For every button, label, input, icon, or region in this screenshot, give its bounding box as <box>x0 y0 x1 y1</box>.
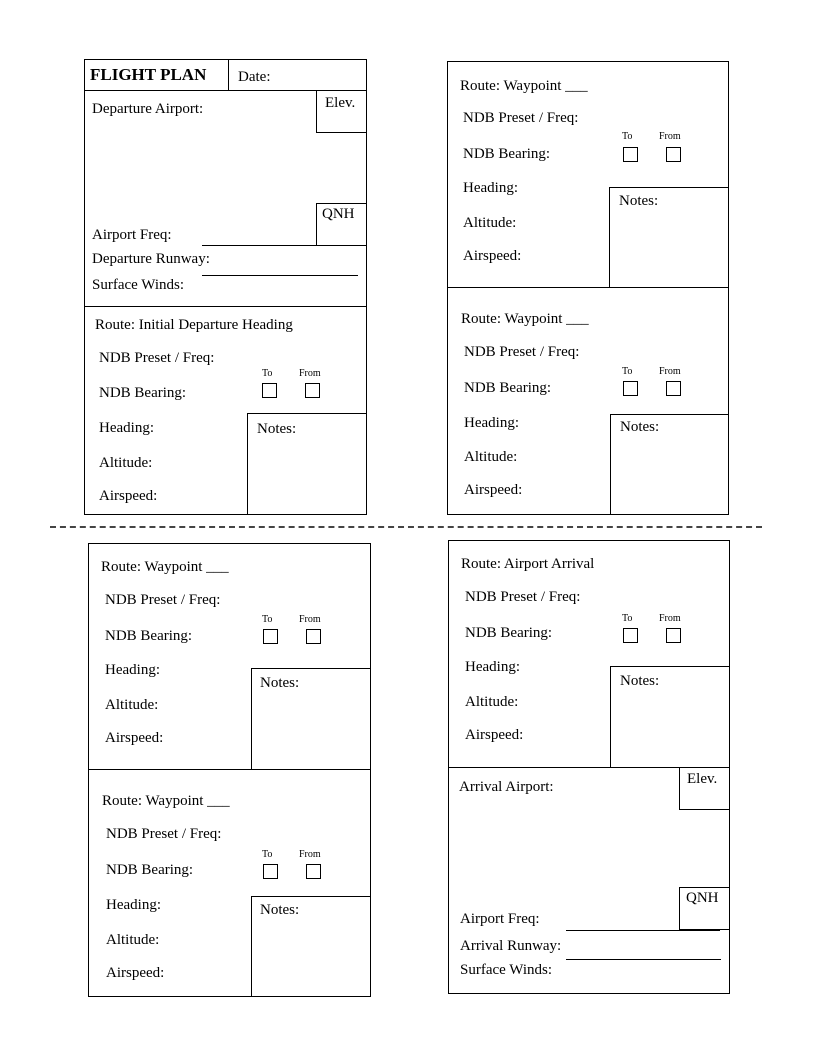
from-label: From <box>299 368 321 379</box>
arrival-freq-line[interactable] <box>566 930 720 931</box>
from-checkbox[interactable] <box>666 381 681 396</box>
departure-route-divider <box>84 306 367 307</box>
ndb-preset-label: NDB Preset / Freq: <box>105 592 221 608</box>
altitude-label: Altitude: <box>465 694 519 710</box>
to-label: To <box>262 614 273 625</box>
arrival-qnh-label: QNH <box>686 890 719 906</box>
from-label: From <box>659 131 681 142</box>
ndb-bearing-label: NDB Bearing: <box>99 385 187 401</box>
ndb-bearing-label: NDB Bearing: <box>463 146 551 162</box>
cut-line <box>50 526 762 528</box>
arrival-runway-line[interactable] <box>566 959 721 960</box>
ndb-preset-label: NDB Preset / Freq: <box>106 826 222 842</box>
ndb-preset-label: NDB Preset / Freq: <box>99 350 215 366</box>
to-checkbox[interactable] <box>263 864 278 879</box>
to-checkbox[interactable] <box>623 628 638 643</box>
from-label: From <box>659 366 681 377</box>
arrival-winds-label: Surface Winds: <box>460 962 553 978</box>
heading-label: Heading: <box>106 897 161 913</box>
altitude-label: Altitude: <box>464 449 518 465</box>
from-checkbox[interactable] <box>305 383 320 398</box>
title-divider <box>228 59 229 91</box>
route-label: Route: Waypoint ___ <box>102 793 230 809</box>
route-label: Route: Waypoint ___ <box>101 559 229 575</box>
notes-label: Notes: <box>260 675 300 691</box>
arrival-elev-label: Elev. <box>687 771 718 787</box>
departure-freq-label: Airport Freq: <box>92 227 172 243</box>
airspeed-label: Airspeed: <box>105 730 164 746</box>
from-label: From <box>299 614 321 625</box>
arrival-freq-label: Airport Freq: <box>460 911 540 927</box>
heading-label: Heading: <box>465 659 520 675</box>
to-label: To <box>262 849 273 860</box>
airspeed-label: Airspeed: <box>464 482 523 498</box>
from-label: From <box>299 849 321 860</box>
altitude-label: Altitude: <box>99 455 153 471</box>
to-checkbox[interactable] <box>263 629 278 644</box>
notes-label: Notes: <box>620 419 660 435</box>
route-label: Route: Initial Departure Heading <box>95 317 293 333</box>
route-label: Route: Waypoint ___ <box>460 78 588 94</box>
arrival-runway-label: Arrival Runway: <box>460 938 562 954</box>
ndb-bearing-label: NDB Bearing: <box>465 625 553 641</box>
route-label: Route: Waypoint ___ <box>461 311 589 327</box>
departure-runway-label: Departure Runway: <box>92 251 210 267</box>
notes-label: Notes: <box>260 902 300 918</box>
notes-label: Notes: <box>620 673 660 689</box>
ndb-bearing-label: NDB Bearing: <box>106 862 194 878</box>
altitude-label: Altitude: <box>106 932 160 948</box>
ndb-bearing-label: NDB Bearing: <box>105 628 193 644</box>
departure-runway-line[interactable] <box>202 275 358 276</box>
departure-airport-label: Departure Airport: <box>92 101 204 117</box>
heading-label: Heading: <box>464 415 519 431</box>
route-label: Route: Airport Arrival <box>461 556 595 572</box>
airspeed-label: Airspeed: <box>463 248 522 264</box>
notes-label: Notes: <box>619 193 659 209</box>
airspeed-label: Airspeed: <box>465 727 524 743</box>
arrival-airport-label: Arrival Airport: <box>459 779 554 795</box>
to-label: To <box>622 613 633 624</box>
to-label: To <box>262 368 273 379</box>
departure-winds-label: Surface Winds: <box>92 277 185 293</box>
to-checkbox[interactable] <box>262 383 277 398</box>
from-checkbox[interactable] <box>306 864 321 879</box>
departure-freq-line[interactable] <box>202 245 316 246</box>
altitude-label: Altitude: <box>105 697 159 713</box>
from-label: From <box>659 613 681 624</box>
heading-label: Heading: <box>105 662 160 678</box>
ndb-preset-label: NDB Preset / Freq: <box>463 110 579 126</box>
airspeed-label: Airspeed: <box>106 965 165 981</box>
departure-qnh-label: QNH <box>322 206 355 222</box>
from-checkbox[interactable] <box>666 628 681 643</box>
ndb-bearing-label: NDB Bearing: <box>464 380 552 396</box>
heading-label: Heading: <box>99 420 154 436</box>
to-label: To <box>622 366 633 377</box>
from-checkbox[interactable] <box>666 147 681 162</box>
heading-label: Heading: <box>463 180 518 196</box>
ndb-preset-label: NDB Preset / Freq: <box>464 344 580 360</box>
to-checkbox[interactable] <box>623 147 638 162</box>
altitude-label: Altitude: <box>463 215 517 231</box>
notes-label: Notes: <box>257 421 297 437</box>
to-checkbox[interactable] <box>623 381 638 396</box>
departure-elev-label: Elev. <box>325 95 356 111</box>
from-checkbox[interactable] <box>306 629 321 644</box>
ndb-preset-label: NDB Preset / Freq: <box>465 589 581 605</box>
airspeed-label: Airspeed: <box>99 488 158 504</box>
page-title: FLIGHT PLAN <box>90 65 207 84</box>
date-label: Date: <box>238 69 271 85</box>
to-label: To <box>622 131 633 142</box>
